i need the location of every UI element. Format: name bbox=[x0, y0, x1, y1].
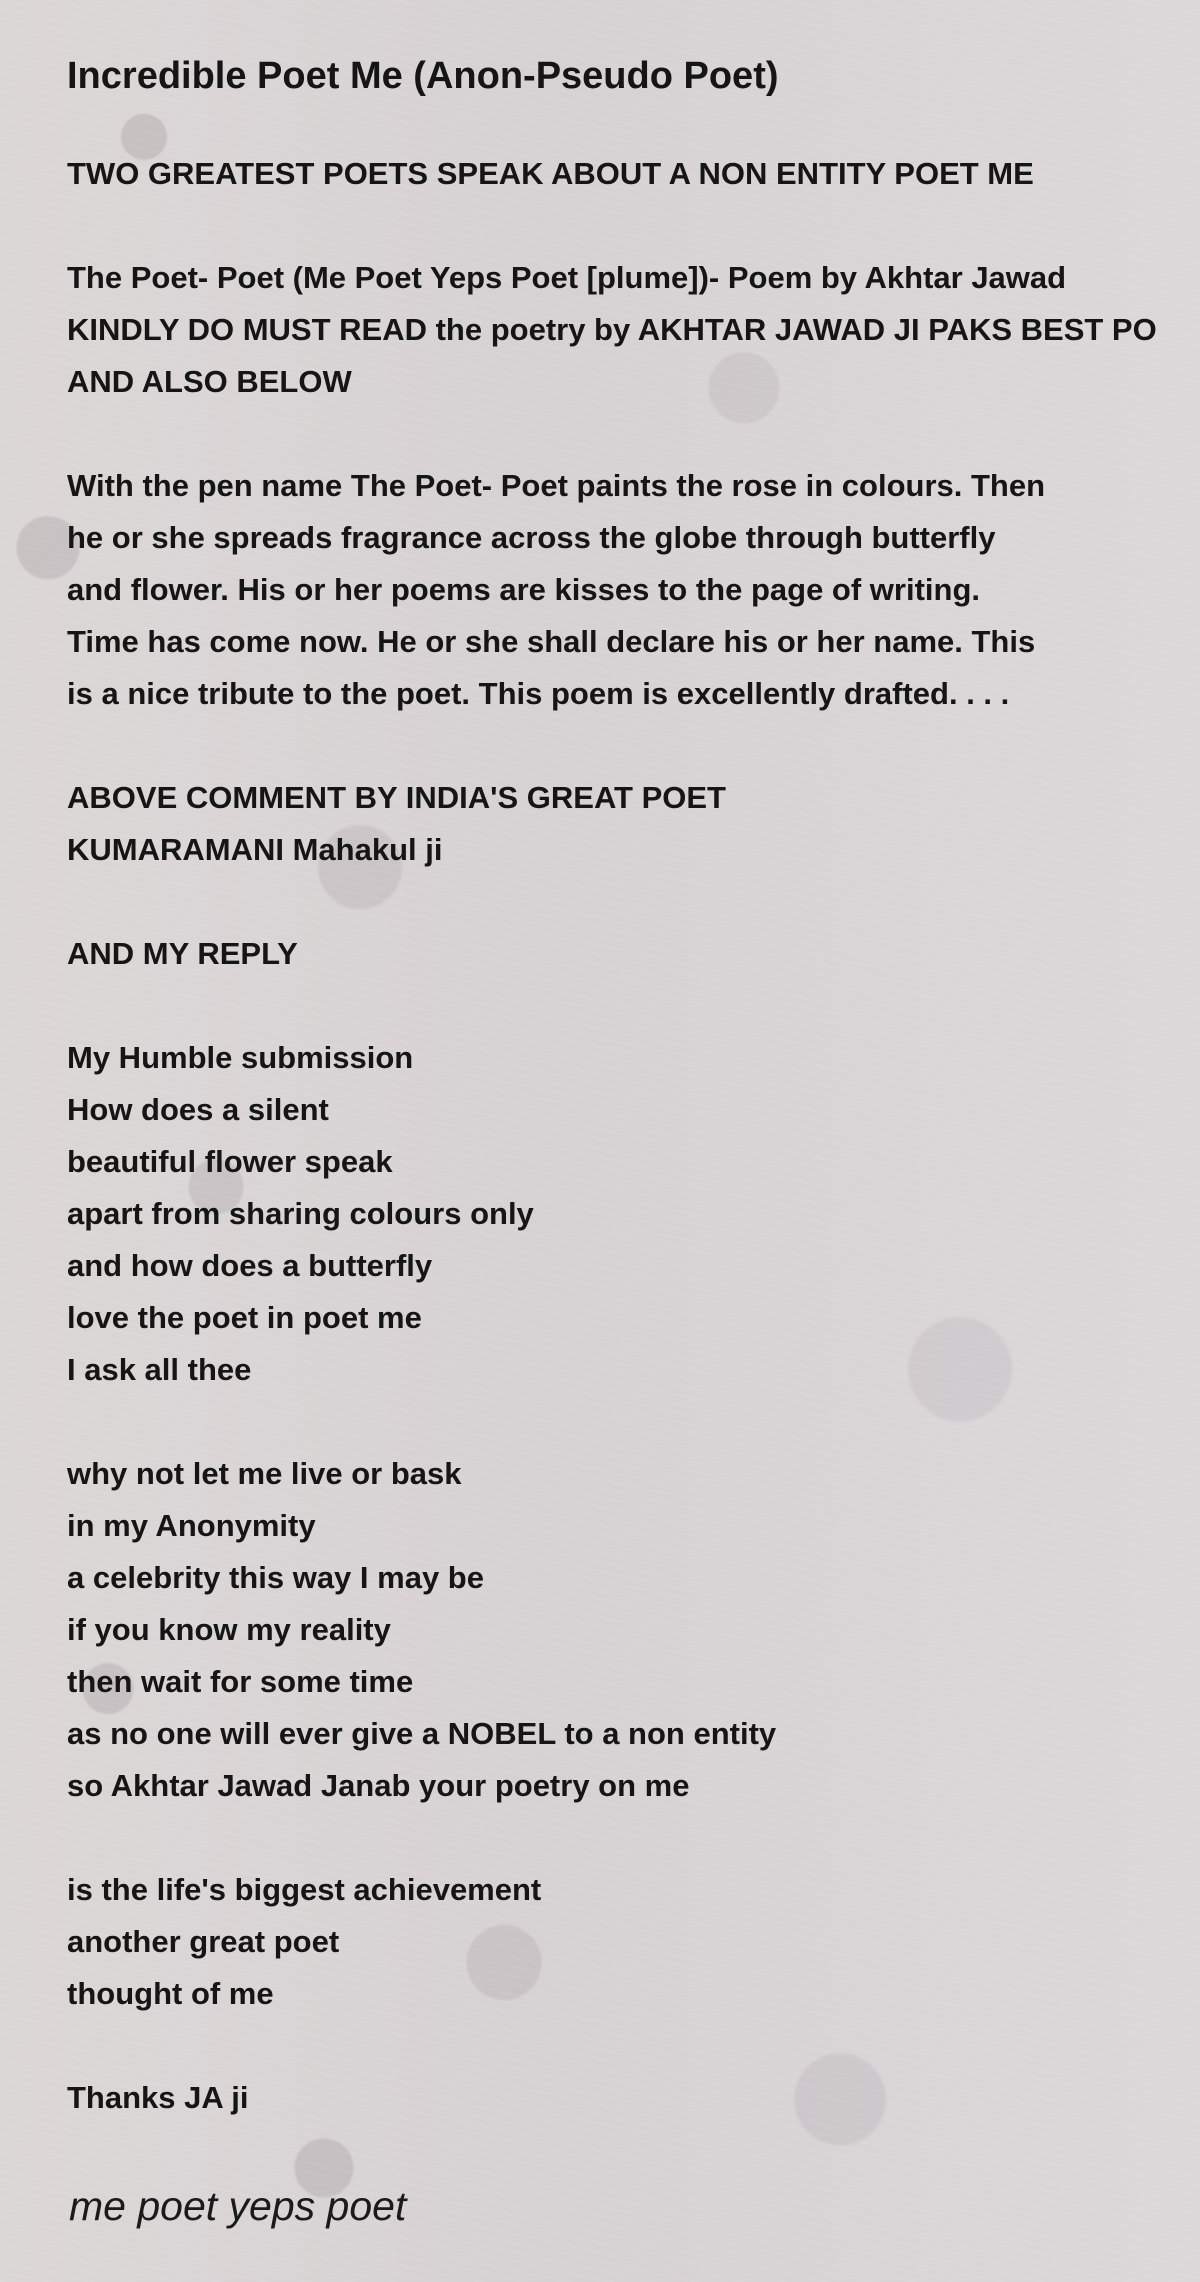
poem-line: AND ALSO BELOW bbox=[67, 364, 352, 399]
poem-line: love the poet in poet me bbox=[67, 1300, 422, 1335]
poem-line: I ask all thee bbox=[67, 1352, 252, 1387]
stanza-break bbox=[67, 200, 1200, 252]
poem-line: then wait for some time bbox=[67, 1664, 414, 1699]
poem-line: why not let me live or bask bbox=[67, 1456, 462, 1491]
stanza-break bbox=[67, 408, 1200, 460]
poem-line: KUMARAMANI Mahakul ji bbox=[67, 832, 443, 867]
stanza-break bbox=[67, 1396, 1200, 1448]
poem-line: Time has come now. He or she shall declare his or her name. This bbox=[67, 624, 1036, 659]
poem-line: Thanks JA ji bbox=[67, 2080, 249, 2115]
stanza-break bbox=[67, 720, 1200, 772]
poem-body bbox=[67, 148, 1200, 2124]
poem-line: a celebrity this way I may be bbox=[67, 1560, 484, 1595]
poem-line: The Poet- Poet (Me Poet Yeps Poet [plume])- Poem by Akhtar Jawad bbox=[67, 260, 1067, 295]
poem-line: in my Anonymity bbox=[67, 1508, 316, 1543]
poem-line: is a nice tribute to the poet. This poem is excellently drafted. . . . bbox=[67, 676, 1010, 711]
poem-line: ABOVE COMMENT BY INDIA'S GREAT POET bbox=[67, 780, 726, 815]
poem-line: beautiful flower speak bbox=[67, 1144, 393, 1179]
poem-line: as no one will ever give a NOBEL to a non entity bbox=[67, 1716, 777, 1751]
poem-line: and flower. His or her poems are kisses to the page of writing. bbox=[67, 572, 981, 607]
poem-line: another great poet bbox=[67, 1924, 340, 1959]
poem-line: if you know my reality bbox=[67, 1612, 391, 1647]
poem-line: KINDLY DO MUST READ the poetry by AKHTAR JAWAD JI PAKS BEST PO bbox=[67, 312, 1157, 347]
author-signature: me poet yeps poet bbox=[69, 2183, 407, 2229]
poem-line: apart from sharing colours only bbox=[67, 1196, 534, 1231]
poem-line: thought of me bbox=[67, 1976, 274, 2011]
poem-line: so Akhtar Jawad Janab your poetry on me bbox=[67, 1768, 690, 1803]
poem-line: and how does a butterfly bbox=[67, 1248, 433, 1283]
stanza-break bbox=[67, 2020, 1200, 2072]
poem-title: Incredible Poet Me (Anon-Pseudo Poet) bbox=[67, 55, 779, 97]
stanza-break bbox=[67, 980, 1200, 1032]
poem-line: is the life's biggest achievement bbox=[67, 1872, 542, 1907]
stanza-break bbox=[67, 1812, 1200, 1864]
poem-line: With the pen name The Poet- Poet paints the rose in colours. Then bbox=[67, 468, 1046, 503]
poem-line: AND MY REPLY bbox=[67, 936, 298, 971]
poem-line: How does a silent bbox=[67, 1092, 329, 1127]
poem-line: TWO GREATEST POETS SPEAK ABOUT A NON ENTITY POET ME bbox=[67, 156, 1034, 191]
poem-line: he or she spreads fragrance across the globe through butterfly bbox=[67, 520, 996, 555]
stanza-break bbox=[67, 876, 1200, 928]
poem-line: My Humble submission bbox=[67, 1040, 414, 1075]
poem-page bbox=[67, 0, 1200, 2282]
